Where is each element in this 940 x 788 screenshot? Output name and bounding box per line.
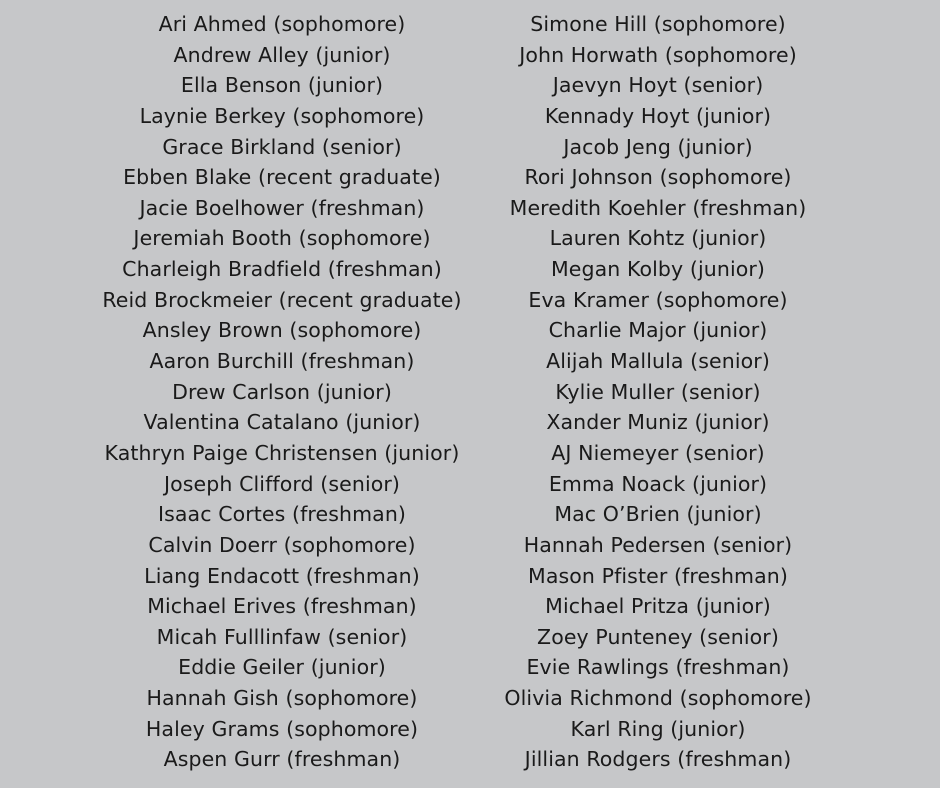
- list-item: Valentina Catalano (junior): [143, 410, 421, 435]
- list-item: Evie Rawlings (freshman): [526, 655, 790, 680]
- list-item: Andrew Alley (junior): [173, 42, 391, 67]
- list-item: Mac O’Brien (junior): [554, 502, 762, 527]
- list-item: Haley Grams (sophomore): [145, 716, 419, 741]
- list-item: Hannah Pedersen (senior): [523, 532, 793, 557]
- name-column-right: [438, 9, 878, 775]
- list-item: Karl Ring (junior): [570, 716, 746, 741]
- list-item: Reid Brockmeier (recent graduate): [102, 287, 462, 312]
- list-item: Liang Endacott (freshman): [144, 563, 420, 588]
- list-item: Michael Erives (freshman): [147, 594, 417, 619]
- list-item: Jillian Rodgers (freshman): [524, 747, 792, 772]
- list-item: Jeremiah Booth (sophomore): [133, 226, 431, 251]
- list-item: Olivia Richmond (sophomore): [504, 686, 812, 711]
- list-item: Kathryn Paige Christensen (junior): [104, 440, 460, 465]
- list-item: Laynie Berkey (sophomore): [139, 103, 425, 128]
- list-item: Ansley Brown (sophomore): [142, 318, 422, 343]
- list-item: Zoey Punteney (senior): [537, 624, 779, 649]
- list-item: Michael Pritza (junior): [545, 594, 771, 619]
- list-item: Grace Birkland (senior): [162, 134, 402, 159]
- list-item: Charlie Major (junior): [548, 318, 768, 343]
- list-item: Ella Benson (junior): [180, 73, 384, 98]
- list-item: Calvin Doerr (sophomore): [148, 532, 416, 557]
- list-item: Jacob Jeng (junior): [563, 134, 753, 159]
- list-item: Simone Hill (sophomore): [530, 12, 786, 36]
- list-item: Alijah Mallula (senior): [546, 349, 770, 374]
- list-item: Aspen Gurr (freshman): [163, 747, 401, 772]
- list-item: Ebben Blake (recent graduate): [123, 165, 441, 190]
- list-item: Eddie Geiler (junior): [178, 655, 386, 680]
- list-item: Isaac Cortes (freshman): [157, 502, 407, 527]
- list-item: Aaron Burchill (freshman): [149, 349, 415, 374]
- list-item: Drew Carlson (junior): [172, 379, 392, 404]
- list-item: Jaevyn Hoyt (senior): [552, 73, 764, 98]
- list-item: Kylie Muller (senior): [555, 379, 761, 404]
- list-item: Kennady Hoyt (junior): [544, 103, 772, 128]
- list-item: Eva Kramer (sophomore): [528, 287, 788, 312]
- list-item: Joseph Clifford (senior): [163, 471, 401, 496]
- name-column-left: [62, 9, 502, 775]
- list-item: Ari Ahmed (sophomore): [158, 12, 406, 36]
- list-item: Xander Muniz (junior): [546, 410, 770, 435]
- list-item: Hannah Gish (sophomore): [146, 686, 418, 711]
- list-item: Lauren Kohtz (junior): [549, 226, 767, 251]
- list-item: Meredith Koehler (freshman): [509, 195, 807, 220]
- list-item: Megan Kolby (junior): [550, 257, 766, 282]
- list-item: Micah Fulllinfaw (senior): [156, 624, 408, 649]
- list-item: AJ Niemeyer (senior): [551, 440, 765, 465]
- list-item: Rori Johnson (sophomore): [524, 165, 792, 190]
- list-item: John Horwath (sophomore): [519, 42, 797, 67]
- list-item: Charleigh Bradfield (freshman): [122, 257, 442, 282]
- list-item: Emma Noack (junior): [548, 471, 768, 496]
- list-item: Jacie Boelhower (freshman): [139, 195, 425, 220]
- list-item: Mason Pfister (freshman): [528, 563, 788, 588]
